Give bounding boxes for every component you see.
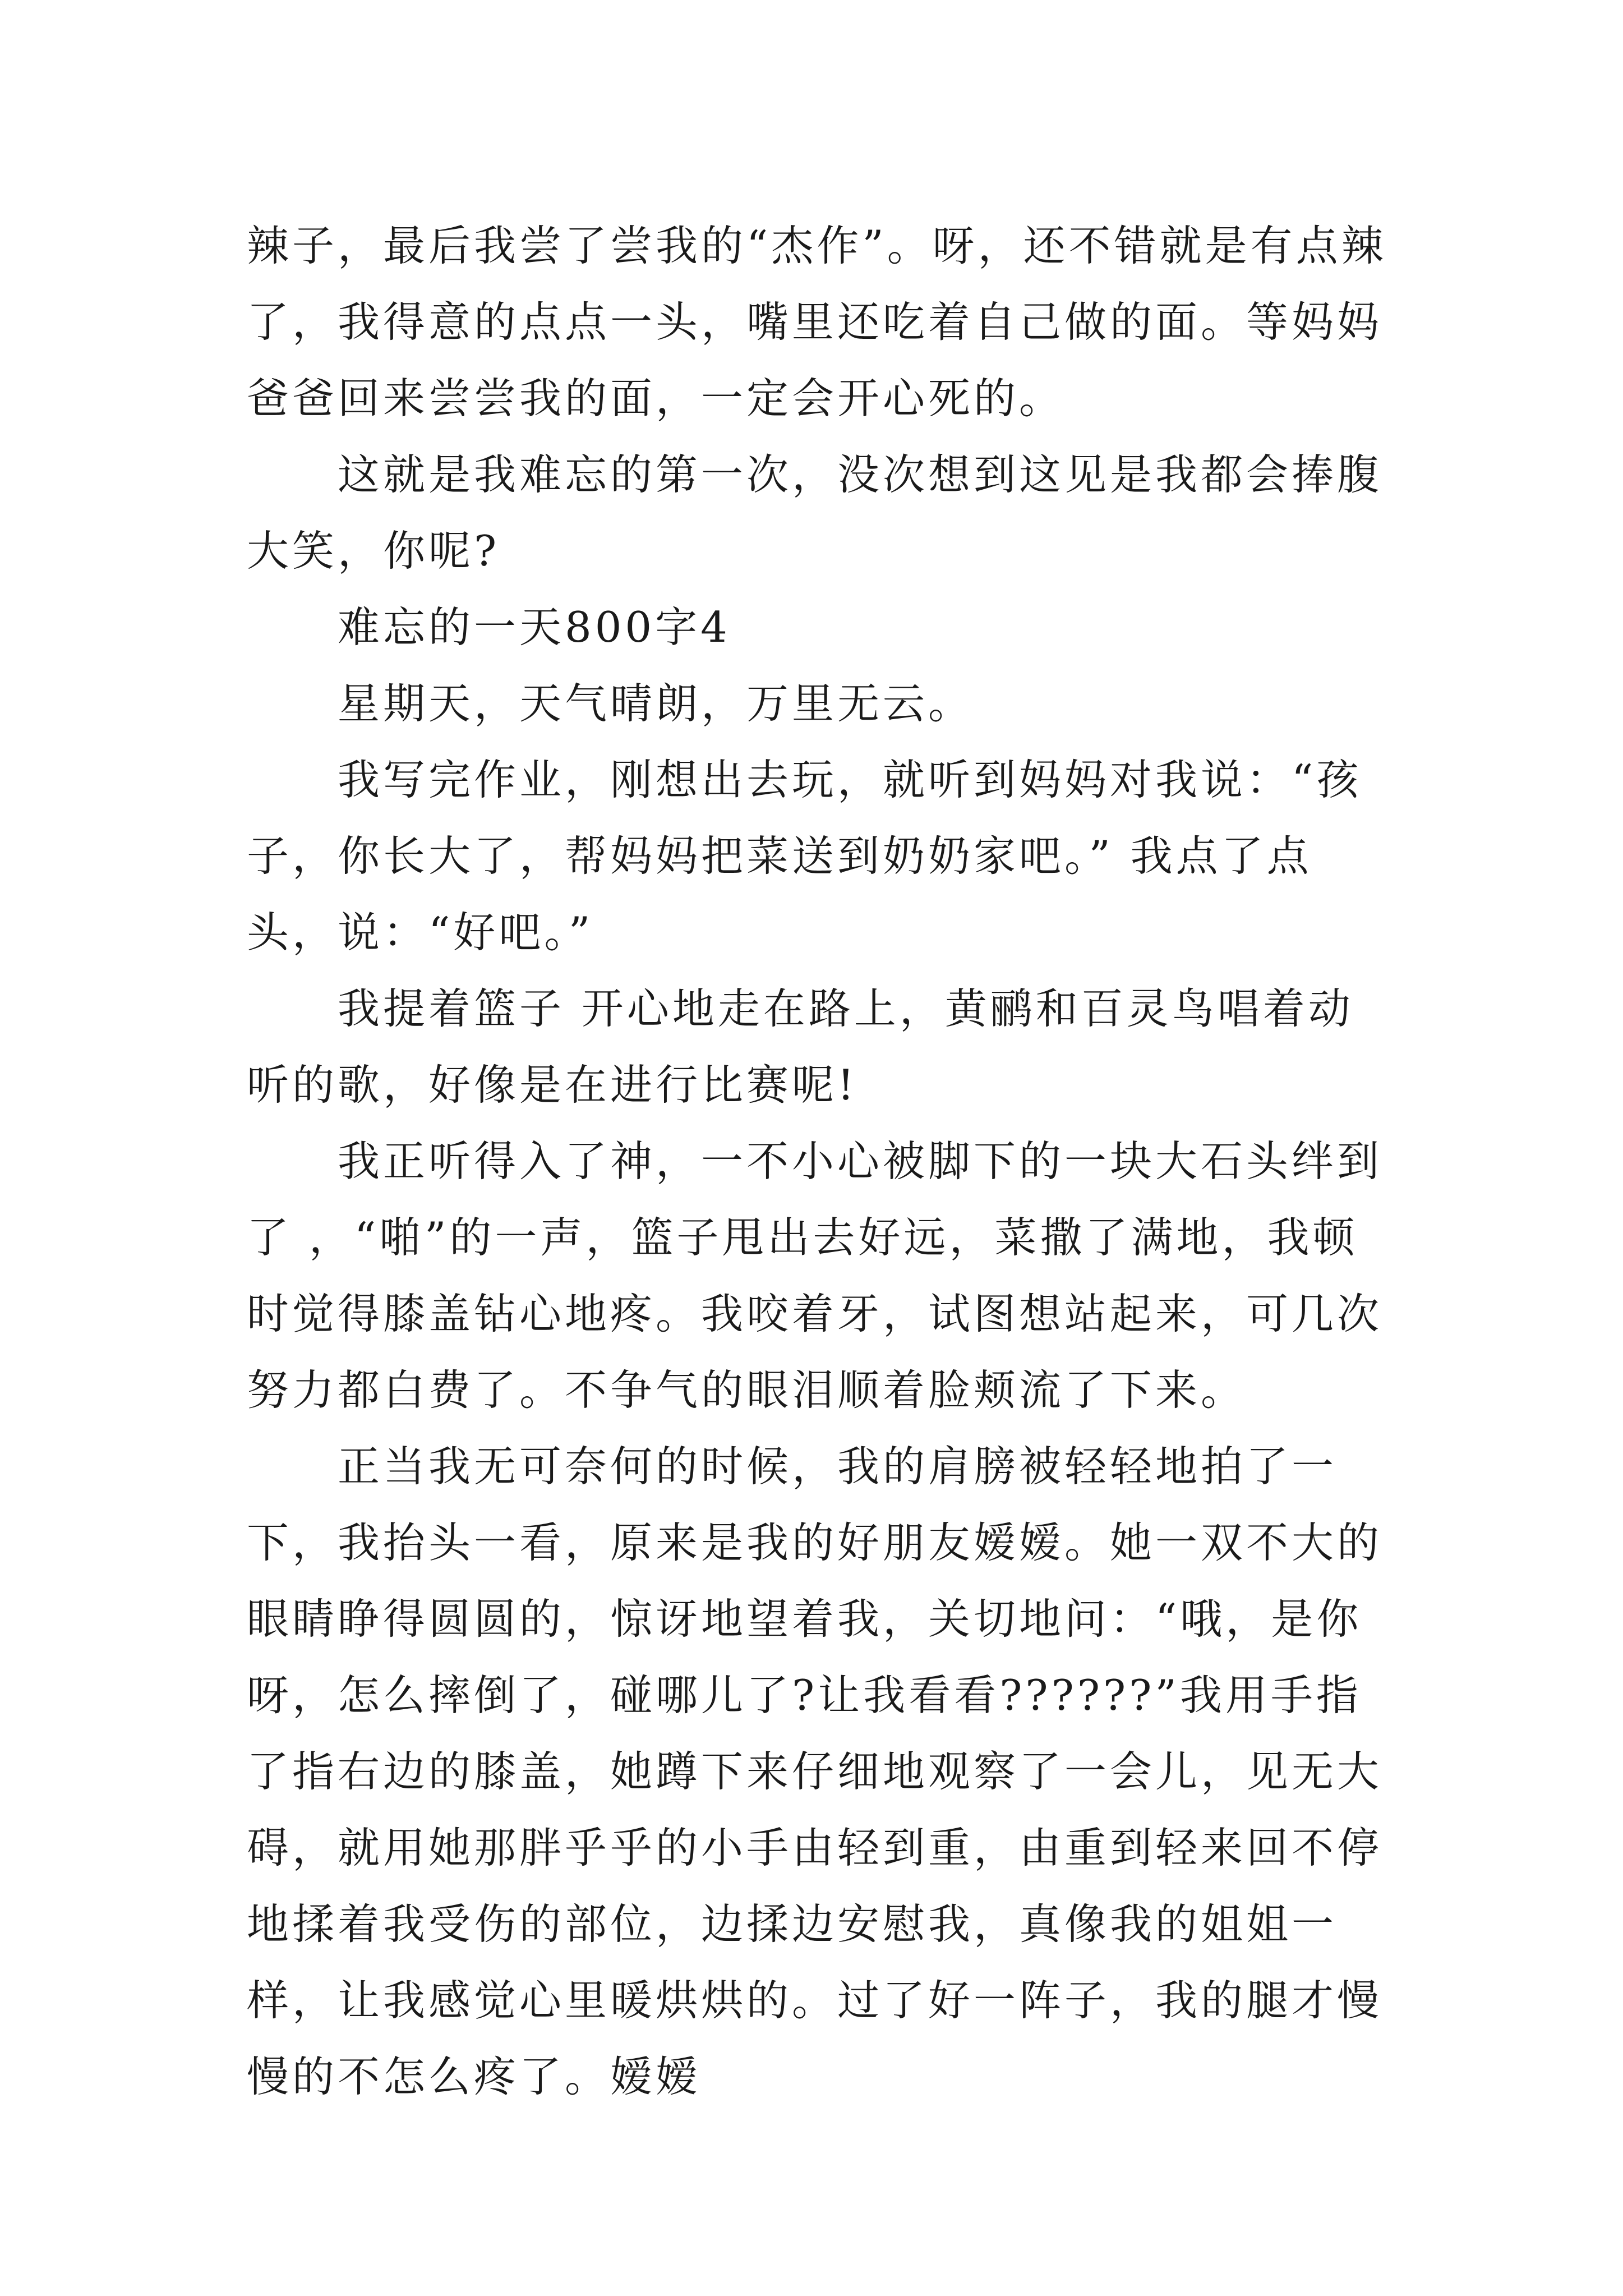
- paragraph-continuation: 辣子，最后我尝了尝我的“杰作”。呀，还不错就是有点辣了，我得意的点点一头，嘴里还吃着自己做的面。等妈妈爸爸回来尝尝我的面，一定会开心死的。: [247, 221, 1387, 423]
- paragraph: 我提着篮子 开心地走在路上，黄鹂和百灵鸟唱着动听的歌，好像是在进行比赛呢!: [247, 984, 1354, 1110]
- section-title: 难忘的一天800字4: [338, 602, 731, 652]
- paragraph: 我正听得入了神，一不小心被脚下的一块大石头绊到了 ，“啪”的一声，篮子甩出去好远，菜撒了满地，我顿时觉得膝盖钻心地疼。我咬着牙，试图想站起来，可几次努力都白费了。不争气的眼泪顺着脸颊流了下来。: [247, 1137, 1383, 1415]
- paragraph: 这就是我难忘的第一次，没次想到这见是我都会捧腹大笑，你呢?: [247, 450, 1383, 576]
- paragraph: 我写完作业，刚想出去玩，就听到妈妈对我说：“孩子，你长大了，帮妈妈把菜送到奶奶家吧。” 我点了点头，说：“好吧。”: [247, 755, 1362, 957]
- document-body: [247, 208, 1396, 2115]
- paragraph: 星期天，天气晴朗，万里无云。: [338, 679, 974, 728]
- paragraph: 正当我无可奈何的时候，我的肩膀被轻轻地拍了一下，我抬头一看，原来是我的好朋友嫒嫒。她一双不大的眼睛睁得圆圆的，惊讶地望着我，关切地问：“哦，是你呀，怎么摔倒了，碰哪儿了?让我看看??????”我用手指了指右边的膝盖，她蹲下来仔细地观察了一会儿，见无大碍，就用她那胖乎乎的小手由轻到重，由重到轻来回不停地揉着我受伤的部位，边揉边安慰我，真像我的姐姐一样，让我感觉心里暖烘烘的。过了好一阵子，我的腿才慢慢的不怎么疼了。嫒嫒: [247, 1442, 1383, 2101]
